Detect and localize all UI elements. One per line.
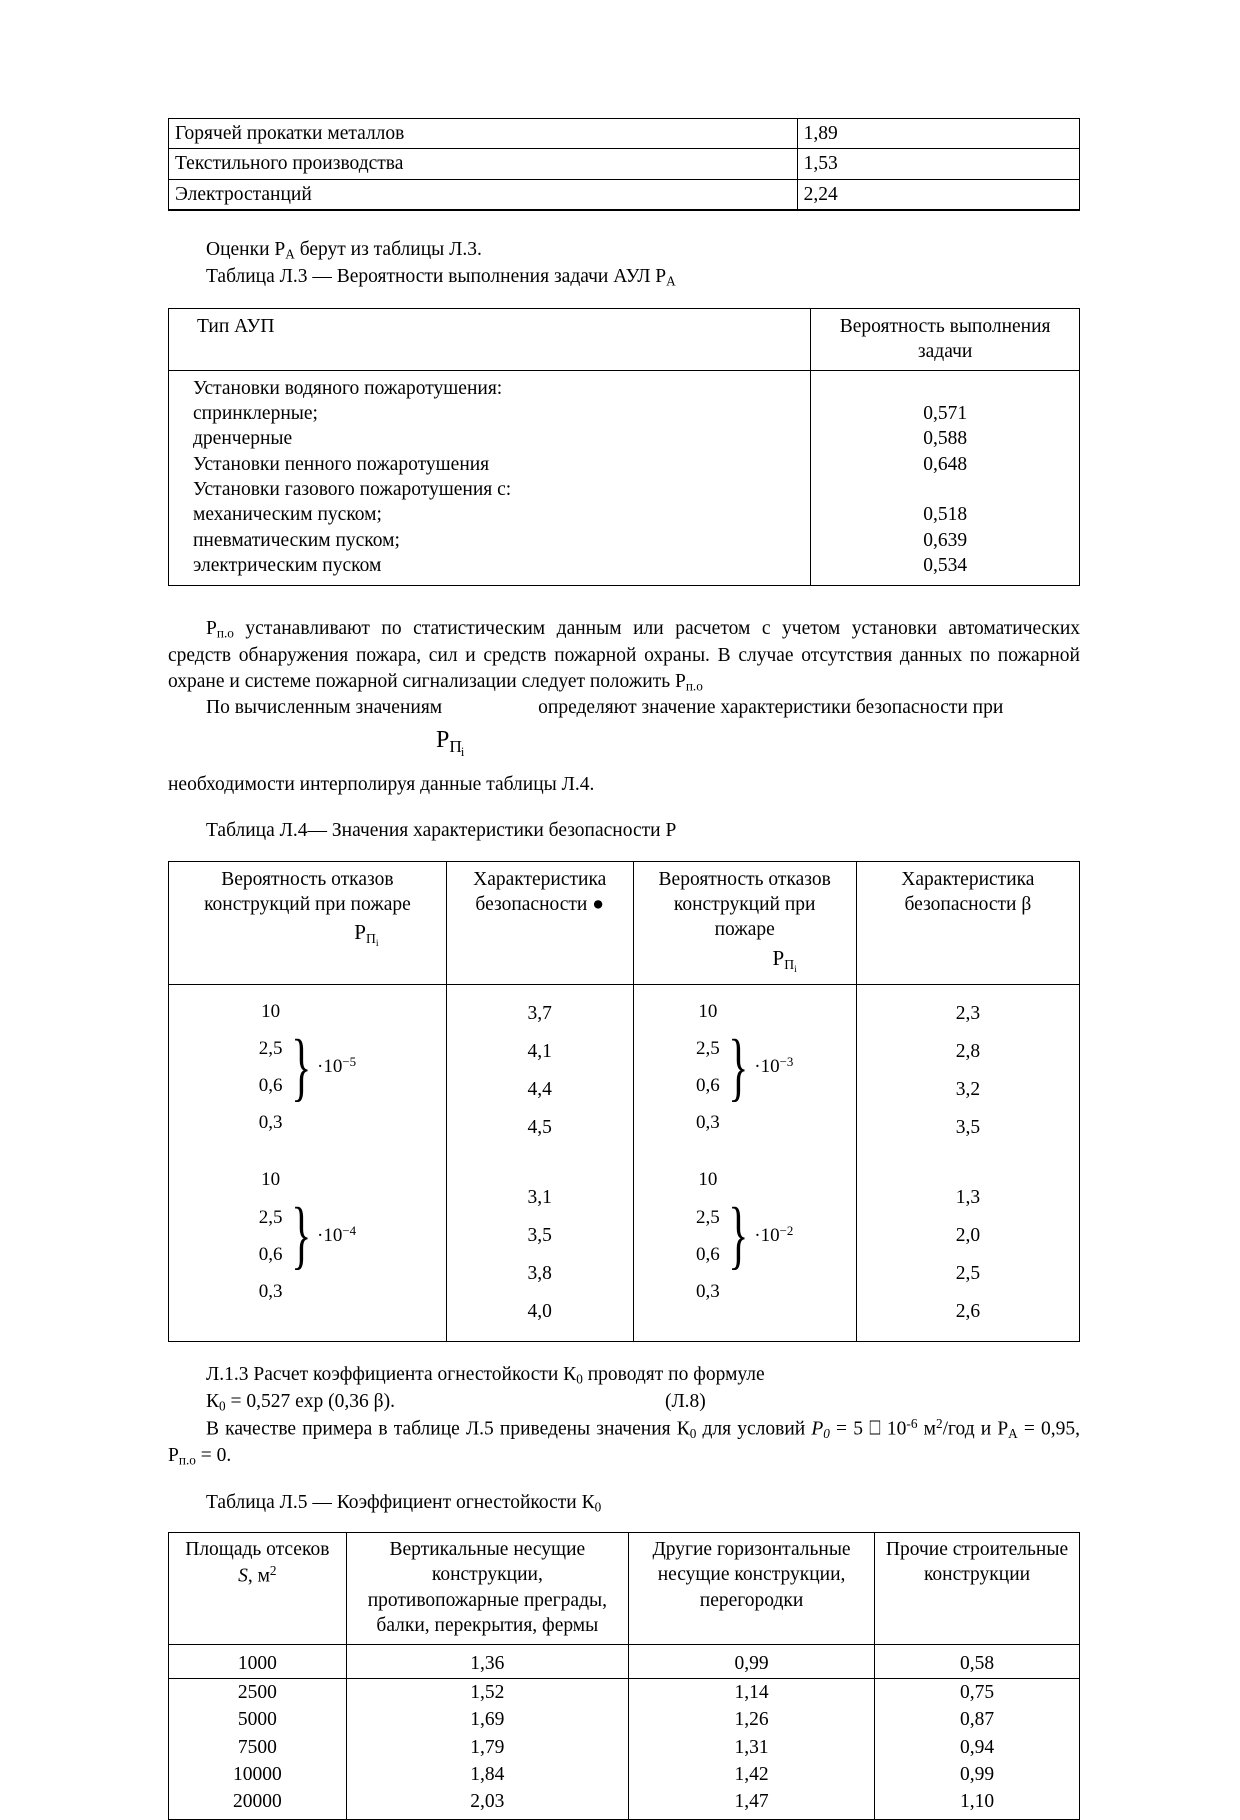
prob-value: 10 — [261, 1001, 281, 1023]
prob-value: 2,5 — [258, 1038, 283, 1060]
brace-values — [259, 1161, 283, 1309]
header-l1: Характеристика — [473, 868, 607, 890]
computed-values-a: По вычисленным значениям — [206, 697, 443, 719]
cell-other: 0,87 — [875, 1706, 1080, 1733]
header-safety-char-1 — [446, 861, 633, 985]
cell-other: 0,94 — [875, 1734, 1080, 1761]
beta-value: 2,3 — [955, 1003, 981, 1025]
cell-area: 20000 — [169, 1788, 347, 1819]
section-l13-b: проводят по формуле — [582, 1364, 765, 1386]
header-l3: пожаре — [714, 919, 775, 941]
paragraph-ppo — [168, 616, 1080, 695]
paragraph-interpolation: необходимости интерполируя данные таблицы Л.4. — [168, 774, 595, 796]
curly-brace-icon: } — [290, 1024, 311, 1109]
table-l3-header-row — [169, 308, 1080, 370]
multiplier-base: ·10 — [754, 1056, 780, 1078]
beta-value: 3,5 — [527, 1225, 552, 1247]
beta-value: 3,5 — [955, 1117, 981, 1139]
header-prob-failures-2 — [633, 861, 856, 985]
formula-ppi-sub-i: i — [460, 744, 465, 759]
cell-beta-right — [856, 985, 1079, 1342]
beta-block-3 — [863, 993, 1073, 1147]
beta-value: 2,0 — [955, 1225, 981, 1247]
beta-value: 3,1 — [527, 1187, 552, 1209]
multiplier-exponent: −4 — [342, 1222, 357, 1238]
table-row — [169, 179, 1080, 210]
header-other-l2: конструкции — [923, 1564, 1031, 1586]
list-item: 0,518 — [923, 504, 968, 526]
cell-vertical: 1,79 — [346, 1734, 628, 1761]
header-area — [169, 1533, 347, 1645]
formula-l8-line — [168, 1389, 1080, 1415]
header-area-exp: 2 — [269, 1563, 277, 1579]
table-l5 — [168, 1532, 1080, 1819]
multiplier-exponent: −2 — [779, 1222, 794, 1238]
cell-horizontal: 1,31 — [629, 1734, 875, 1761]
table-row — [169, 1788, 1080, 1819]
section-l13-a: Л.1.3 Расчет коэффициента огнестойкости К — [206, 1364, 577, 1386]
prob-value: 0,3 — [258, 1112, 283, 1134]
brace-values — [696, 1161, 720, 1309]
paragraph-example-l5 — [168, 1415, 1080, 1469]
beta-block-4 — [863, 1177, 1073, 1331]
cell-other: 0,58 — [875, 1645, 1080, 1678]
beta-value: 4,5 — [527, 1117, 552, 1139]
table-row — [169, 149, 1080, 179]
header-area-l2 — [175, 1562, 340, 1589]
cell-material-name: Текстильного производства — [169, 149, 798, 179]
multiplier — [752, 1054, 793, 1080]
list-item — [817, 477, 1073, 502]
brace-block-1 — [175, 993, 440, 1141]
beta-block-2 — [453, 1177, 627, 1331]
beta-value: 4,0 — [527, 1301, 552, 1323]
cell-probabilities-right — [633, 985, 856, 1342]
caption-table-l3 — [168, 264, 1080, 290]
table-row — [169, 1645, 1080, 1678]
header-type-aup: Тип АУП — [169, 308, 811, 370]
beta-value: 2,8 — [955, 1041, 981, 1063]
beta-value: 4,4 — [527, 1079, 552, 1101]
prob-value: 0,3 — [696, 1112, 720, 1134]
intro-line-pa — [168, 237, 1080, 263]
beta-value: 4,1 — [527, 1041, 552, 1063]
list-item: 0,648 — [923, 453, 968, 475]
header-horiz-l2: несущие конструкции, — [657, 1564, 846, 1586]
multiplier-base: ·10 — [754, 1224, 780, 1246]
ppo-sub: п.о — [216, 626, 234, 642]
brace-block-4 — [640, 1161, 850, 1309]
cell-vertical: 1,84 — [346, 1761, 628, 1788]
header-l2: безопасности ● — [475, 893, 604, 915]
caption-l3-sub: А — [666, 273, 676, 289]
prob-value: 2,5 — [258, 1206, 283, 1228]
cell-other: 0,99 — [875, 1761, 1080, 1788]
caption-l3-text: Таблица Л.3 — Вероятности выполнения задачи АУЛ Р — [206, 265, 667, 287]
multiplier-exponent: −5 — [342, 1054, 357, 1070]
example-a: В качестве примера в таблице Л.5 приведены значения К — [206, 1418, 690, 1440]
example-sub-2: А — [1008, 1426, 1018, 1442]
symbol-sub-p: П — [784, 956, 795, 972]
header-probability-line2: задачи — [917, 341, 973, 363]
table-l4-header-row — [169, 861, 1080, 985]
prob-value: 10 — [261, 1169, 281, 1191]
beta-value: 3,2 — [955, 1079, 981, 1101]
list-item: 0,639 — [923, 529, 968, 551]
cell-beta-left — [446, 985, 633, 1342]
intro-sub-a: А — [285, 246, 295, 262]
header-area-l1: Площадь отсеков — [185, 1539, 330, 1561]
header-horizontal-structures — [629, 1533, 875, 1645]
header-vert-l1: Вертикальные несущие — [389, 1539, 586, 1561]
list-item: спринклерные; — [193, 403, 318, 424]
prob-value: 0,3 — [258, 1280, 283, 1302]
cell-material-name: Электростанций — [169, 179, 798, 210]
cell-horizontal: 1,26 — [629, 1706, 875, 1733]
symbol-sub-p: П — [365, 931, 376, 947]
prob-value: 0,6 — [258, 1243, 283, 1265]
symbol-p: Р — [772, 945, 785, 970]
list-item: Установки водяного пожаротушения: — [193, 377, 503, 399]
cell-horizontal: 0,99 — [629, 1645, 875, 1678]
cell-vertical: 2,03 — [346, 1788, 628, 1819]
list-item: 0,534 — [923, 555, 968, 577]
caption-l5-sub: 0 — [594, 1499, 602, 1515]
header-symbol-ppi — [175, 919, 440, 951]
header-other-structures — [875, 1533, 1080, 1645]
beta-value: 3,7 — [527, 1003, 552, 1025]
list-item: Установки пенного пожаротушения — [193, 453, 490, 475]
header-symbol-ppi-2 — [640, 945, 850, 977]
cell-vertical: 1,69 — [346, 1706, 628, 1733]
ppo-symbol: Р — [206, 618, 217, 640]
cell-vertical: 1,52 — [346, 1678, 628, 1706]
cell-other: 1,10 — [875, 1788, 1080, 1819]
header-vert-l4: балки, перекрытия, фермы — [376, 1615, 599, 1637]
header-l2: безопасности β — [904, 893, 1032, 915]
multiplier-base: ·10 — [317, 1056, 343, 1078]
list-item: электрическим пуском — [193, 555, 382, 577]
cell-aup-types — [169, 370, 811, 586]
multiplier — [315, 1054, 356, 1080]
cell-material-value: 1,53 — [797, 149, 1079, 179]
table-row — [169, 1706, 1080, 1733]
cell-area: 1000 — [169, 1645, 347, 1678]
multiplier-exponent: −3 — [779, 1054, 794, 1070]
formula-k0-body: = 0,527 exp (0,36 β). — [225, 1390, 395, 1412]
ppo-sub-2: п.о — [685, 678, 703, 694]
header-safety-char-2 — [856, 861, 1079, 985]
brace-block-2 — [175, 1161, 440, 1309]
example-italic-sub: 0 — [823, 1426, 830, 1442]
cell-area: 2500 — [169, 1678, 347, 1706]
curly-brace-icon: } — [290, 1192, 311, 1277]
brace-values — [259, 993, 283, 1141]
example-sub-1: 0 — [689, 1426, 697, 1442]
header-l2: конструкций при — [673, 893, 816, 915]
example-b: для условий — [696, 1418, 812, 1440]
table-row — [169, 1734, 1080, 1761]
example-c: = 5 ⎕ 10 — [829, 1418, 907, 1440]
cell-area: 7500 — [169, 1734, 347, 1761]
ppo-body: устанавливают по статистическим данным или расчетом с учетом установки автоматических средств обнаружения пожара, сил и средств пожарной охраны. В случае отсутствия данных по пожарной охране и системе пожарной сигнализации следует положить Р — [168, 618, 1080, 692]
example-italic-p: Р — [811, 1418, 824, 1440]
multiplier — [315, 1223, 356, 1249]
cell-horizontal: 1,47 — [629, 1788, 875, 1819]
table-row — [169, 119, 1080, 149]
header-l1: Вероятность отказов — [658, 868, 831, 890]
beta-value: 1,3 — [955, 1187, 981, 1209]
table-l5-header-row — [169, 1533, 1080, 1645]
header-horiz-l1: Другие горизонтальные — [652, 1539, 851, 1561]
list-item: дренчерные — [193, 428, 293, 450]
cell-material-name: Горячей прокатки металлов — [169, 119, 798, 149]
cell-horizontal: 1,42 — [629, 1761, 875, 1788]
example-g: = 0. — [195, 1445, 232, 1467]
list-item: 0,588 — [923, 428, 968, 450]
header-prob-failures-1 — [169, 861, 447, 985]
multiplier — [752, 1223, 793, 1249]
prob-value: 10 — [698, 1169, 718, 1191]
header-probability-line1: Вероятность выполнения — [839, 315, 1051, 337]
symbol-p: Р — [354, 920, 366, 945]
list-item — [817, 376, 1073, 401]
cell-material-value: 2,24 — [797, 179, 1079, 210]
table-l4-body-row — [169, 985, 1080, 1342]
example-exp-1: -6 — [906, 1416, 918, 1432]
symbol-sub-i: i — [375, 938, 379, 950]
header-vert-l3: противопожарные преграды, — [367, 1589, 607, 1611]
formula-k0-symbol: К — [206, 1390, 220, 1412]
table-l3-body-row — [169, 370, 1080, 586]
example-sub-3: п.о — [178, 1452, 196, 1468]
header-other-l1: Прочие строительные — [885, 1539, 1069, 1561]
beta-block-1 — [453, 993, 627, 1147]
header-vert-l2: конструкции, — [431, 1564, 543, 1586]
intro-text-b: берут из таблицы Л.3. — [294, 239, 482, 261]
brace-block-3 — [640, 993, 850, 1141]
header-l2: конструкций при пожаре — [204, 893, 411, 915]
curly-brace-icon: } — [727, 1024, 749, 1109]
header-area-symbol: S — [238, 1565, 248, 1587]
cell-probabilities-left — [169, 985, 447, 1342]
intro-text-a: Оценки Р — [206, 239, 286, 261]
header-area-unit: , м — [247, 1565, 270, 1587]
curly-brace-icon: } — [727, 1192, 749, 1277]
cell-material-value: 1,89 — [797, 119, 1079, 149]
example-d: м — [917, 1418, 936, 1440]
paragraph-computed-values — [168, 695, 1080, 721]
formula-ppi-display — [168, 724, 1080, 761]
caption-l5-text: Таблица Л.5 — Коэффициент огнестойкости К — [206, 1491, 595, 1513]
multiplier-base: ·10 — [317, 1224, 343, 1246]
cell-area: 10000 — [169, 1761, 347, 1788]
caption-table-l5 — [168, 1490, 1080, 1516]
cell-area: 5000 — [169, 1706, 347, 1733]
example-f: = 0,95, Р — [168, 1418, 1081, 1467]
cell-horizontal: 1,14 — [629, 1678, 875, 1706]
header-l1: Вероятность отказов — [221, 868, 394, 890]
header-l1: Характеристика — [901, 868, 1035, 890]
caption-table-l4: Таблица Л.4— Значения характеристики безопасности Р — [206, 820, 677, 842]
prob-value: 2,5 — [696, 1038, 720, 1060]
cell-other: 0,75 — [875, 1678, 1080, 1706]
header-horiz-l3: перегородки — [699, 1589, 804, 1611]
table-fragment-continued — [168, 118, 1080, 211]
table-l4 — [168, 861, 1080, 1343]
prob-value: 0,6 — [258, 1075, 283, 1097]
beta-value: 2,6 — [955, 1301, 981, 1323]
prob-value: 0,3 — [696, 1280, 720, 1302]
section-l13-heading — [168, 1362, 1080, 1388]
list-item: 0,571 — [923, 403, 968, 424]
table-l3 — [168, 308, 1080, 586]
symbol-sub-i: i — [794, 963, 797, 975]
computed-values-b: определяют значение характеристики безопасности при — [538, 697, 1004, 719]
cell-aup-values — [811, 370, 1080, 586]
prob-value: 2,5 — [696, 1206, 720, 1228]
table-row — [169, 1761, 1080, 1788]
example-exp-2: 2 — [935, 1416, 943, 1432]
list-item: Установки газового пожаротушения с: — [193, 479, 512, 501]
prob-value: 10 — [698, 1001, 718, 1023]
prob-value: 0,6 — [696, 1243, 720, 1265]
table-row — [169, 1678, 1080, 1706]
cell-vertical: 1,36 — [346, 1645, 628, 1678]
list-item: пневматическим пуском; — [193, 529, 400, 551]
formula-ppi-symbol: Р — [436, 726, 450, 753]
beta-value: 2,5 — [955, 1263, 981, 1285]
beta-value: 3,8 — [527, 1263, 552, 1285]
formula-number: (Л.8) — [664, 1390, 706, 1412]
header-probability — [811, 308, 1080, 370]
formula-ppi-sub-p: П — [449, 736, 462, 756]
example-e: /год и Р — [942, 1418, 1009, 1440]
aup-type-list — [193, 376, 804, 579]
aup-value-list — [817, 376, 1073, 579]
prob-value: 0,6 — [696, 1075, 720, 1097]
section-l13-sub: 0 — [576, 1372, 583, 1388]
list-item: механическим пуском; — [193, 504, 382, 526]
brace-values — [696, 993, 720, 1141]
header-vertical-structures — [346, 1533, 628, 1645]
formula-k0-sub: 0 — [219, 1398, 226, 1414]
